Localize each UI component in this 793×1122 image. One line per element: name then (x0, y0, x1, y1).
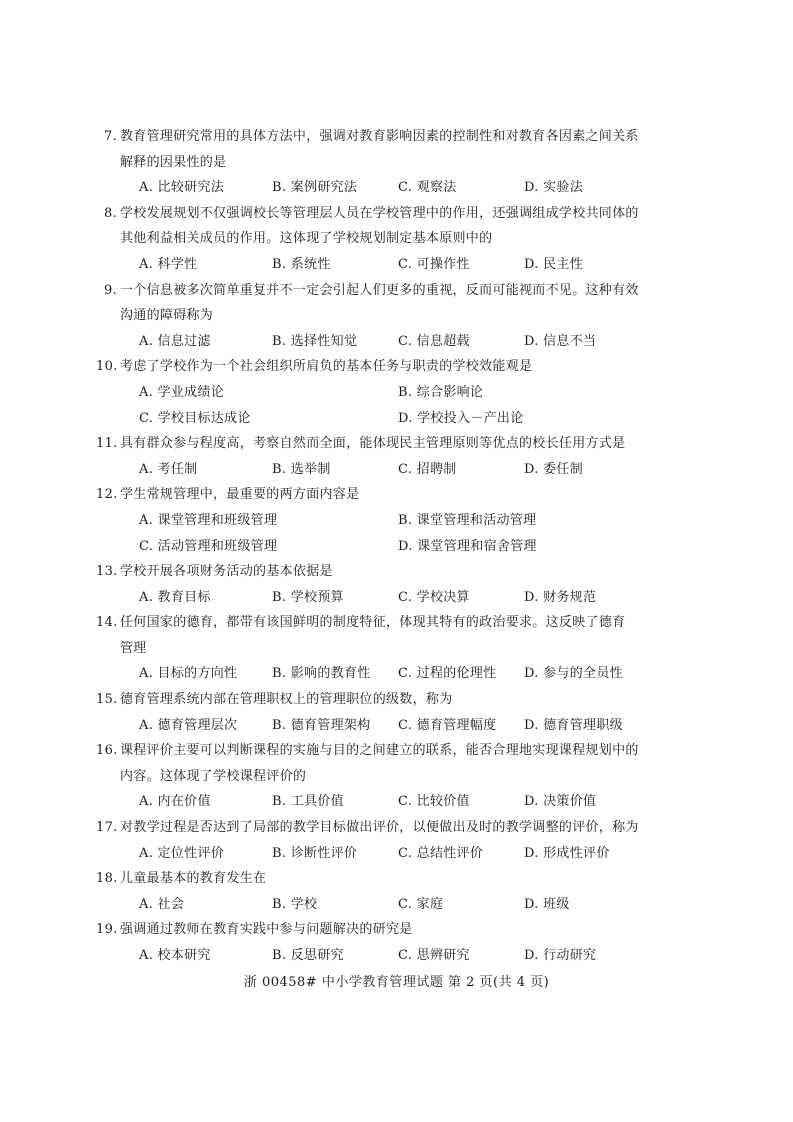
answer-option: B. 选举制 (272, 461, 331, 477)
question-stem (0, 354, 793, 380)
question-text-line: 德育管理系统内部在管理职权上的管理职位的级数，称为 (120, 692, 453, 708)
options-row (0, 457, 793, 483)
answer-option: B. 学校 (272, 896, 318, 912)
answer-option: B. 选择性知觉 (272, 333, 358, 349)
question (0, 866, 793, 917)
question (0, 482, 793, 559)
question (0, 201, 793, 278)
answer-option: A. 目标的方向性 (139, 666, 238, 682)
answer-option: C. 总结性评价 (398, 845, 484, 861)
options-row (0, 789, 793, 815)
answer-option: C. 学校目标达成论 (139, 410, 251, 426)
question-number: 11. (96, 436, 118, 452)
options-row (0, 943, 793, 969)
answer-option: C. 招聘制 (398, 461, 457, 477)
question-text-line: 对教学过程是否达到了局部的教学目标做出评价，以便做出及时的教学调整的评价，称为 (120, 820, 639, 836)
answer-option: B. 反思研究 (272, 948, 344, 963)
answer-option: B. 课堂管理和活动管理 (398, 512, 537, 528)
answer-option: C. 可操作性 (398, 256, 470, 272)
options-row (0, 508, 793, 534)
answer-option: D. 委任制 (524, 461, 584, 477)
answer-option: D. 学校投入－产出论 (398, 410, 524, 426)
options-row (0, 661, 793, 687)
question-text-line: 学生常规管理中，最重要的两方面内容是 (120, 487, 360, 503)
question-text-line: 其他利益相关成员的作用。这体现了学校规划制定基本原则中的 (120, 231, 493, 247)
answer-option: C. 比较价值 (398, 794, 470, 810)
question-text-line: 任何国家的德育，都带有该国鲜明的制度特征，体现其特有的政治要求。这反映了德育 (120, 615, 626, 631)
question-text-line: 学校发展规划不仅强调校长等管理层人员在学校管理中的作用，还强调组成学校共同体的 (120, 205, 639, 221)
question-number: 7. (104, 129, 118, 144)
answer-option: D. 行动研究 (524, 948, 597, 963)
answer-option: A. 德育管理层次 (139, 717, 238, 733)
question-list (0, 124, 793, 969)
answer-option: D. 决策价值 (524, 794, 597, 810)
answer-option: A. 教育目标 (139, 589, 211, 605)
answer-option: A. 定位性评价 (139, 845, 225, 861)
question-stem (0, 866, 793, 892)
answer-option: A. 信息过滤 (139, 333, 211, 349)
question-text-line: 内容。这体现了学校课程评价的 (120, 768, 307, 784)
question-stem (0, 559, 793, 585)
answer-option: D. 信息不当 (524, 333, 597, 349)
question-number: 18. (96, 871, 118, 887)
question-text-line: 教育管理研究常用的具体方法中，强调对教育影响因素的控制性和对教育各因素之间关系 (120, 129, 639, 144)
answer-option: B. 工具价值 (272, 794, 344, 810)
question-text-line: 学校开展各项财务活动的基本依据是 (120, 564, 333, 580)
question (0, 354, 793, 431)
answer-option: D. 班级 (524, 896, 570, 912)
question-stem (0, 687, 793, 713)
question-text-line: 具有群众参与程度高，考察自然而全面，能体现民主管理原则等优点的校长任用方式是 (120, 436, 626, 452)
question (0, 124, 793, 201)
options-row (0, 534, 793, 560)
answer-option: B. 综合影响论 (398, 384, 484, 400)
question-stem (0, 815, 793, 841)
answer-option: D. 参与的全员性 (524, 666, 623, 682)
question-text-line: 沟通的障碍称为 (120, 308, 214, 324)
question-text-line: 一个信息被多次简单重复并不一定会引起人们更多的重视，反而可能视而不见。这种有效 (120, 282, 639, 298)
question-stem (0, 431, 793, 457)
options-row (0, 892, 793, 918)
question-stem (0, 201, 793, 252)
question-number: 12. (96, 487, 118, 503)
question-text-line: 课程评价主要可以判断课程的实施与目的之间建立的联系，能否合理地实现课程规划中的 (120, 743, 639, 759)
question-number: 8. (104, 205, 118, 221)
question (0, 610, 793, 687)
question-number: 13. (96, 564, 118, 580)
question-number: 17. (96, 820, 118, 836)
question-stem (0, 482, 793, 508)
question (0, 738, 793, 815)
question-stem (0, 738, 793, 789)
options-row (0, 175, 793, 201)
question-stem (0, 124, 793, 175)
question-text-line: 考虑了学校作为一个社会组织所肩负的基本任务与职责的学校效能观是 (120, 359, 533, 375)
question (0, 687, 793, 738)
answer-option: B. 系统性 (272, 256, 331, 272)
answer-option: D. 德育管理职级 (524, 717, 623, 733)
answer-option: B. 影响的教育性 (272, 666, 371, 682)
question-text-line: 解释的因果性的是 (120, 154, 227, 170)
question (0, 815, 793, 866)
question (0, 278, 793, 355)
answer-option: D. 财务规范 (524, 589, 597, 605)
question-text-line: 强调通过教师在教育实践中参与问题解决的研究是 (120, 922, 413, 938)
answer-option: A. 考任制 (139, 461, 198, 477)
question-number: 9. (104, 282, 118, 298)
answer-option: B. 德育管理架构 (272, 717, 371, 733)
answer-option: C. 活动管理和班级管理 (139, 538, 278, 554)
options-row (0, 406, 793, 432)
question (0, 431, 793, 482)
page-footer: 浙 00458# 中小学教育管理试题 第 2 页(共 4 页) (243, 975, 550, 990)
question-stem (0, 610, 793, 661)
answer-option: C. 学校决算 (398, 589, 470, 605)
question-number: 14. (96, 615, 118, 631)
answer-option: C. 观察法 (398, 180, 457, 196)
question-number: 19. (96, 922, 118, 938)
question-text-line: 管理 (120, 640, 147, 656)
answer-option: A. 比较研究法 (139, 180, 225, 196)
answer-option: A. 课堂管理和班级管理 (139, 512, 278, 528)
answer-option: A. 社会 (139, 896, 185, 912)
answer-option: A. 科学性 (139, 256, 198, 272)
answer-option: A. 校本研究 (139, 948, 211, 963)
answer-option: C. 家庭 (398, 896, 444, 912)
answer-option: A. 内在价值 (139, 794, 211, 810)
question-number: 10. (96, 359, 118, 375)
question-stem (0, 917, 793, 943)
answer-option: C. 思辨研究 (398, 948, 470, 963)
options-row (0, 252, 793, 278)
question-stem (0, 278, 793, 329)
question (0, 559, 793, 610)
options-row (0, 329, 793, 355)
question-number: 15. (96, 692, 118, 708)
answer-option: D. 形成性评价 (524, 845, 610, 861)
answer-option: B. 学校预算 (272, 589, 344, 605)
options-row (0, 585, 793, 611)
options-row (0, 713, 793, 739)
answer-option: C. 德育管理幅度 (398, 717, 497, 733)
answer-option: D. 课堂管理和宿舍管理 (398, 538, 537, 554)
question-text-line: 儿童最基本的教育发生在 (120, 871, 267, 887)
answer-option: B. 案例研究法 (272, 180, 358, 196)
answer-option: D. 民主性 (524, 256, 584, 272)
options-row (0, 380, 793, 406)
answer-option: B. 诊断性评价 (272, 845, 358, 861)
answer-option: C. 过程的伦理性 (398, 666, 497, 682)
answer-option: C. 信息超载 (398, 333, 470, 349)
question (0, 917, 793, 968)
question-number: 16. (96, 743, 118, 759)
answer-option: A. 学业成绩论 (139, 384, 225, 400)
answer-option: D. 实验法 (524, 180, 584, 196)
options-row (0, 841, 793, 867)
